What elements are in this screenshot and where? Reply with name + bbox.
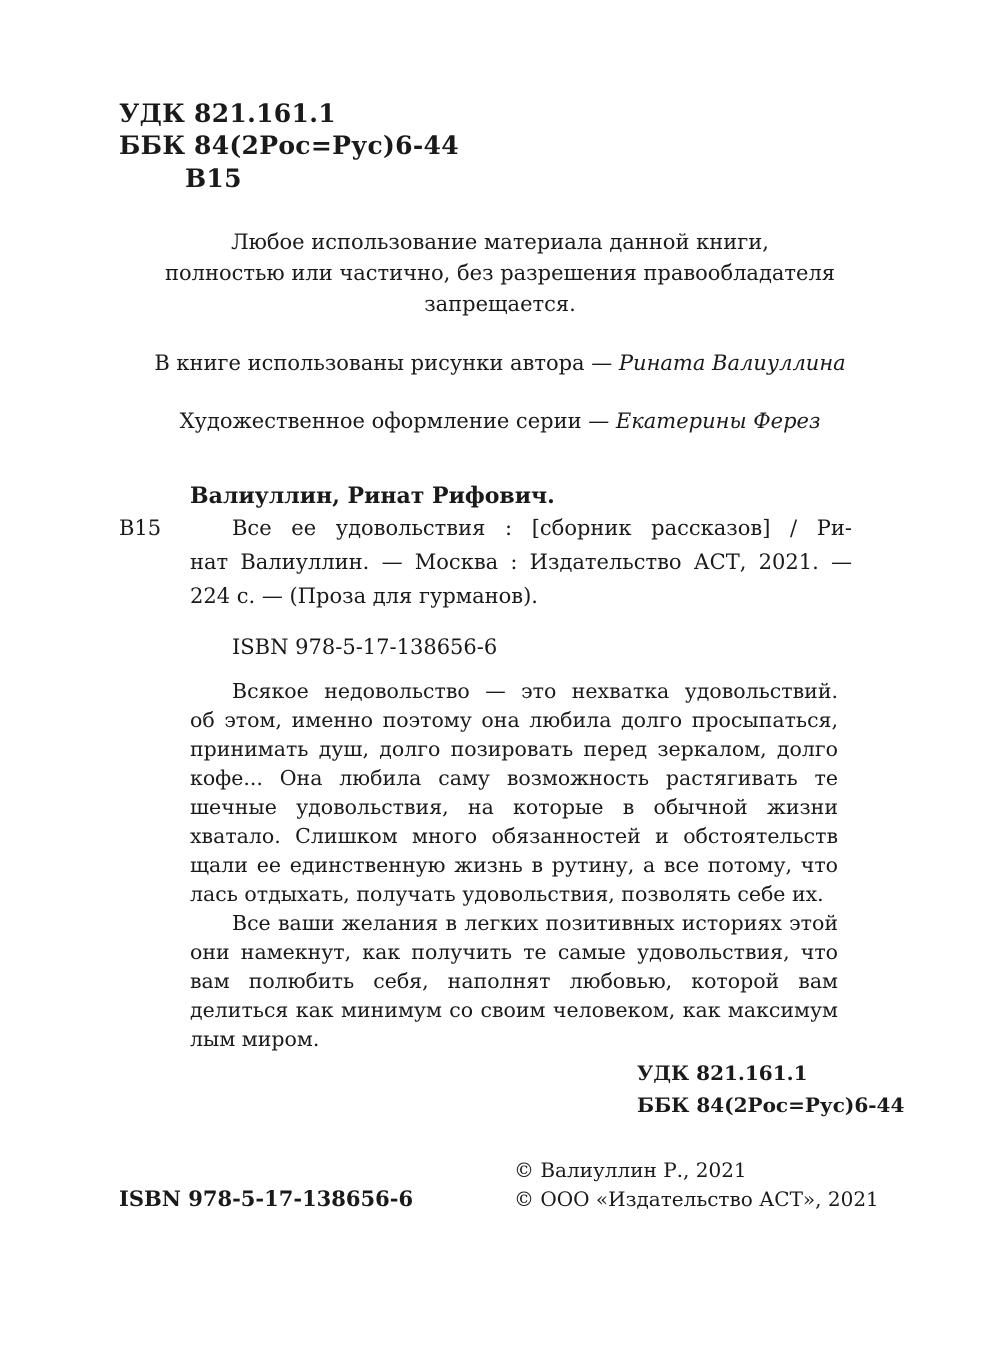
copyright-notice-line1: Любое использование материала данной книги,: [231, 230, 769, 254]
annotation-p1-line: щали ее единственную жизнь в рутину, а все потому, что: [190, 853, 838, 877]
udk-value: 821.161.1: [194, 99, 336, 128]
udk-label: УДК: [119, 99, 186, 128]
design-credit: [0, 406, 1000, 436]
footer-udk: УДК 821.161.1: [637, 1061, 808, 1085]
annotation-p2-line: делиться как минимум со своим человеком, как максимум: [190, 998, 838, 1022]
catalog-mark: В15: [119, 516, 162, 540]
catalog-desc-line2: нат Валиуллин. — Москва : Издательство АСТ, 2021. —: [190, 550, 852, 574]
illustrations-credit: [0, 348, 1000, 378]
bbk-label: ББК: [119, 131, 186, 160]
footer-copyright-publisher: © ООО «Издательство АСТ», 2021: [514, 1187, 879, 1211]
catalog-description-cont: [190, 547, 852, 577]
annotation-p1-line: принимать душ, долго позировать перед зеркалом, долго: [190, 737, 838, 761]
catalog-author-heading: Валиуллин, Ринат Рифович.: [190, 483, 555, 509]
copyright-notice-line2: полностью или частично, без разрешения правообладателя: [164, 261, 836, 285]
annotation: [190, 677, 838, 1054]
illustrations-prefix: В книге использованы рисунки автора —: [154, 351, 619, 375]
catalog-desc-line3: 224 с. — (Проза для гурманов).: [190, 584, 538, 608]
footer-copyright-author: © Валиуллин Р., 2021: [514, 1158, 747, 1182]
design-name: Екатерины Ферез: [615, 409, 821, 433]
catalog-description: [232, 513, 852, 543]
annotation-p2-line: лым миром.: [190, 1027, 320, 1051]
catalog-desc-line1: Все ее удовольствия : [сборник рассказов] / Ри-: [232, 516, 852, 540]
footer-isbn: ISBN 978-5-17-138656-6: [119, 1186, 414, 1211]
annotation-p1-line: шечные удовольствия, на которые в обычной жизни: [190, 795, 838, 819]
catalog-isbn: ISBN 978-5-17-138656-6: [232, 635, 498, 659]
copyright-notice-line3: запрещается.: [424, 292, 576, 316]
design-prefix: Художественное оформление серии —: [179, 409, 616, 433]
annotation-p2-line: Все ваши желания в легких позитивных историях этой: [232, 911, 838, 935]
annotation-p1-line: кофе... Она любила саму возможность растягивать те: [190, 766, 838, 790]
annotation-p1-line: лась отдыхать, получать удовольствия, позволять себе их.: [190, 882, 824, 906]
annotation-p2-line: вам полюбить себя, наполнят любовью, которой вам: [190, 969, 838, 993]
author-mark-header: В15: [185, 164, 242, 193]
illustrations-name: Рината Валиуллина: [618, 351, 846, 375]
annotation-p1-line: Всякое недовольство — это нехватка удовольствий.: [232, 679, 838, 703]
annotation-p1-line: хватало. Слишком много обязанностей и обстоятельств: [190, 824, 838, 848]
annotation-p1-line: об этом, именно поэтому она любила долго просыпаться,: [190, 708, 838, 732]
bbk-header: [119, 131, 459, 161]
udk-header: [119, 99, 336, 129]
annotation-p2-line: они намекнут, как получить те самые удовольствия, что: [190, 940, 838, 964]
bbk-value: 84(2Рос=Рус)6-44: [194, 131, 459, 160]
footer-bbk: ББК 84(2Рос=Рус)6-44: [637, 1093, 905, 1117]
